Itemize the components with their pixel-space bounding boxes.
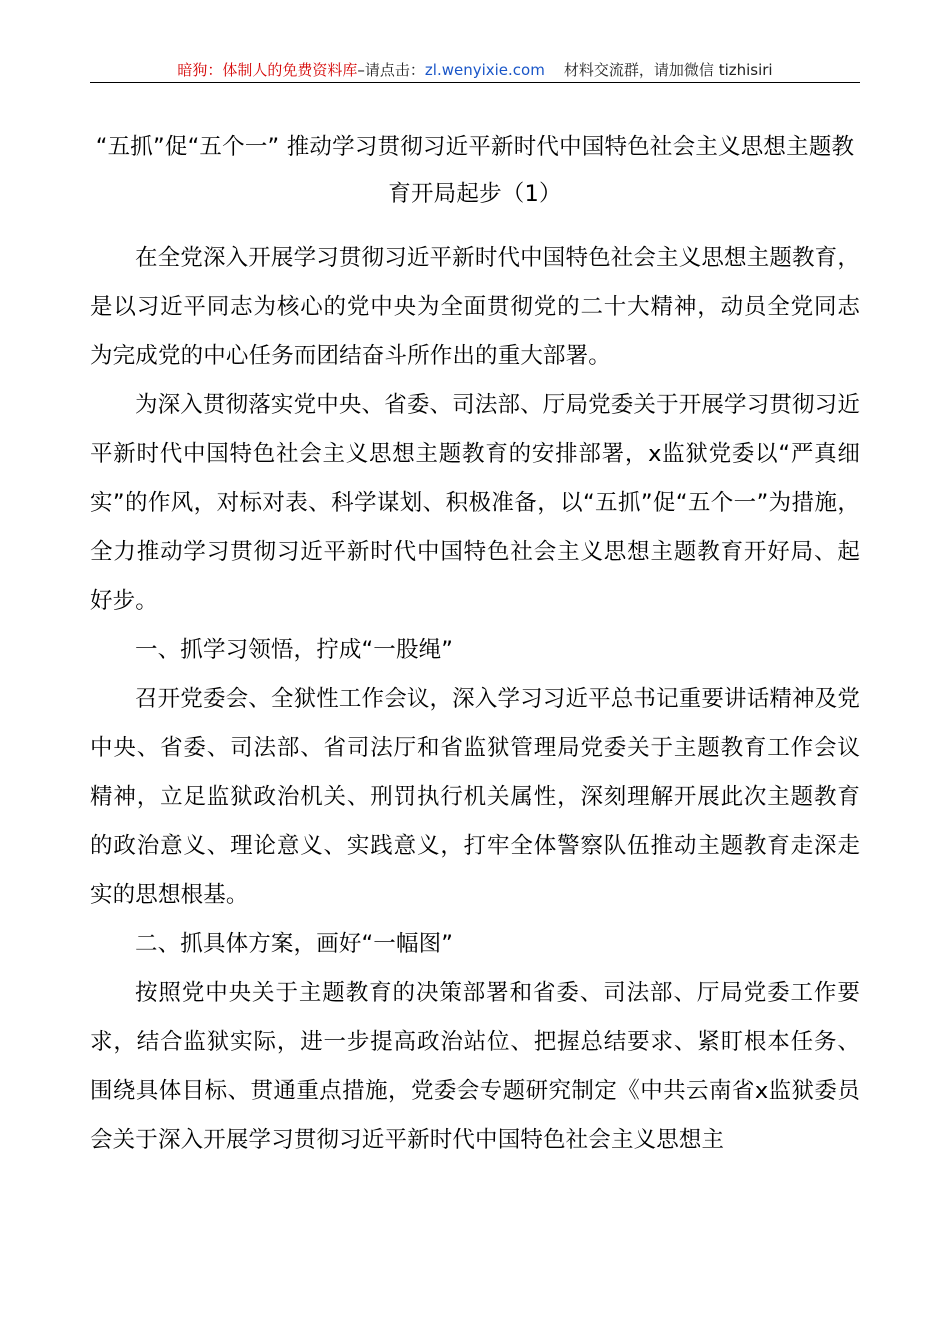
paragraph-section-2: 按照党中央关于主题教育的决策部署和省委、司法部、厅局党委工作要求，结合监狱实际，进一步提高政治站位、把握总结要求、紧盯根本任务、围绕具体目标、贯通重点措施，党委会专题研究制定《中共云南省x监狱委员会关于深入开展学习贯彻习近平新时代中国特色社会主义思想主 — [90, 980, 860, 1153]
paragraph-overview: 为深入贯彻落实党中央、省委、司法部、厅局党委关于开展学习贯彻习近平新时代中国特色社会主义思想主题教育的安排部署，x监狱党委以“严真细实”的作风，对标对表、科学谋划、积极准备，以“五抓”促“五个一”为措施，全力推动学习贯彻习近平新时代中国特色社会主义思想主题教育开好局、起好步。 — [90, 392, 860, 614]
header-click-prompt: –请点击： — [357, 61, 425, 79]
header-divider — [90, 82, 860, 83]
header-wechat-note: 材料交流群，请加微信 tizhisiri — [563, 61, 773, 79]
document-title: “五抓”促“五个一” 推动学习贯彻习近平新时代中国特色社会主义思想主题教育开局起步（1） — [95, 134, 855, 207]
section-heading-1: 一、抓学习领悟，拧成“一股绳” — [135, 637, 454, 663]
section-heading-2: 二、抓具体方案，画好“一幅图” — [135, 931, 454, 957]
page-header — [90, 58, 860, 82]
paragraph-section-1: 召开党委会、全狱性工作会议，深入学习习近平总书记重要讲话精神及党中央、省委、司法部、省司法厅和省监狱管理局党委关于主题教育工作会议精神，立足监狱政治机关、刑罚执行机关属性，深刻理解开展此次主题教育的政治意义、理论意义、实践意义，打牢全体警察队伍推动主题教育走深走实的思想根基。 — [90, 686, 860, 908]
header-site-name: 暗狗：体制人的免费资料库 — [177, 61, 358, 79]
document-body — [90, 234, 860, 1165]
header-url-link[interactable]: zl.wenyixie.com — [424, 61, 545, 79]
paragraph-intro: 在全党深入开展学习贯彻习近平新时代中国特色社会主义思想主题教育，是以习近平同志为核心的党中央为全面贯彻党的二十大精神，动员全党同志为完成党的中心任务而团结奋斗所作出的重大部署。 — [90, 245, 860, 369]
